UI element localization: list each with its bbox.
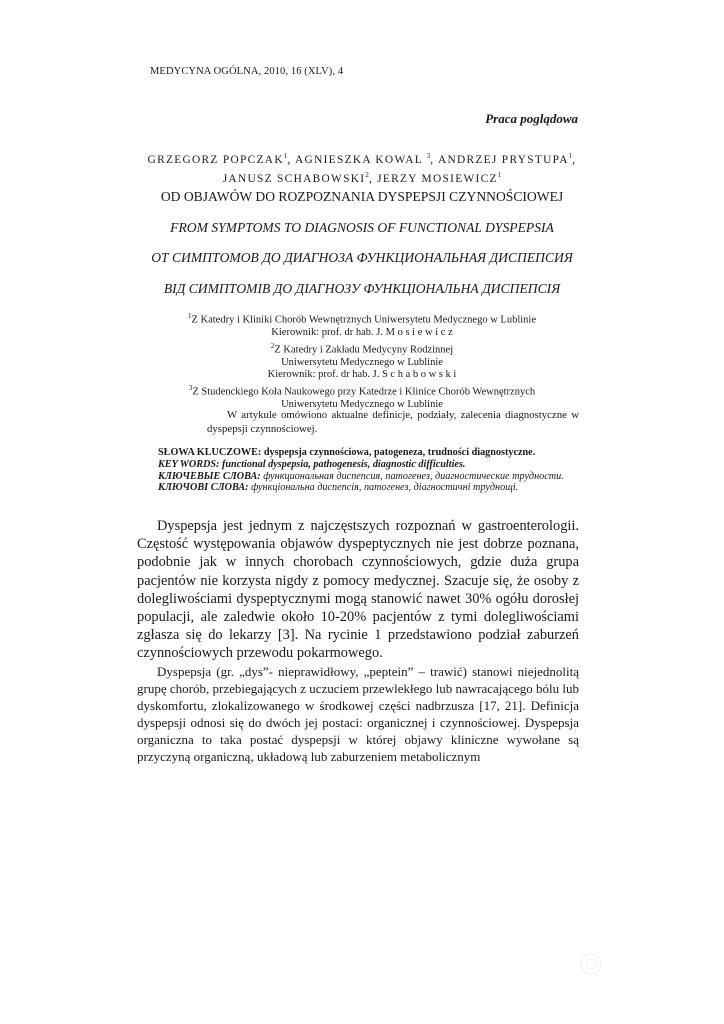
affiliation-line [130,310,594,327]
affiliation-mark: 3 [188,383,193,392]
article-type: Praca poglądowa [485,111,578,126]
keywords-ukrainian [158,482,579,494]
keywords-russian [158,471,579,483]
body-text [137,517,579,765]
author-name: GRZEGORZ POPCZAK [147,153,284,166]
title-polish: OD OBJAWÓW DO ROZPOZNANIA DYSPEPSJI CZYNNOŚCIOWEJ [160,189,564,204]
author-name: JERZY MOSIEWICZ [377,172,498,185]
keywords-text: functional dyspepsia, pathogenesis, diagnostic difficulties. [221,458,466,470]
keywords-text: функциональная диспепсия, патогенез, диагностические трудности. [263,470,564,482]
keywords-label: КЛЮЧОВІ СЛОВА: [158,482,249,494]
affiliation-line: Kierownik: prof. dr hab. J. S c h a b o w s k i [267,369,457,381]
affiliation-text: Z Studenckiego Koła Naukowego przy Katedrze i Klinice Chorób Wewnętrznych [192,386,536,398]
keywords-english [158,459,579,471]
keywords-label: SŁOWA KLUCZOWE: [158,447,262,458]
paragraph: Dyspepsja jest jednym z najczęstszych rozpoznań w gastroenterologii. Częstość występowania objawów dyspeptycznych nie jest dobrze poznana, podobnie jak w innych chorobach czynnościowych, gdzie duża grupa pacjentów nie korzysta nigdy z pomocy medycznej. Szacuje się, że osoby z dolegliwościami dyspeptycznymi mogą stanowić nawet 30% ogółu dorosłej populacji, ale zaledwie około 10-20% pacjentów z tymi dolegliwościami zgłasza się do lekarzy [3]. Na rycinie 1 przedstawiono podział zaburzeń czynnościowych przewodu pokarmowego. [137,518,579,662]
keywords-polish [158,447,579,459]
watermark-seal-icon [579,952,603,976]
abstract: W artykule omówiono aktualne definicje, podziały, zalecenia diagnostyczne w dyspepsji czynnościowej. [207,409,579,435]
journal-header: MEDYCYNA OGÓLNA, 2010, 16 (XLV), 4 [150,66,344,77]
author-list: GRZEGORZ POPCZAK$^1$, AGNIESZKA KOWAL $^3$, ANDRZEJ PRYSTUPA$^1$, JANUSZ SCHABOWSKI$^2$, JERZY MOSIEWICZ$^1$ [147,152,577,185]
title-russian: ОТ СИМПТОМОВ ДО ДИАГНОЗА ФУНКЦИОНАЛЬНАЯ ДИСПЕПСИЯ [151,250,573,265]
affiliation-line: Uniwersytetu Medycznego w Lublinie [281,356,443,368]
affiliation-text: Z Katedry i Kliniki Chorób Wewnętrznych Uniwersytetu Medycznego w Lublinie [191,314,536,326]
affiliation-mark: 1 [187,312,192,320]
paragraph: Dyspepsja (gr. „dys”- nieprawidłowy, „peptein” – trawić) stanowi niejednolitą grupę chorób, przebiegających z uczuciem przewlekłego lub nawracającego bólu lub dyskomfortu, zlokalizowanego w środkowej części nadbrzusza [17, 21]. Definicja dyspepsji odnosi się do dwóch jej postaci: organicznej i czynnościowej. Dyspepsja organiczna to taka postać dyspepsji w której objawy kliniczne wywołane są przyczyną organiczną, układową lub zaburzeniem metabolicznym [137,663,579,764]
title-ukrainian: ВІД СИМПТОМІВ ДО ДІАГНОЗУ ФУНКЦІОНАЛЬНА ДИСПЕПСІЯ [163,281,561,296]
affiliation-mark: 2 [270,341,275,350]
affiliation-line: Uniwersytetu Medycznego w Lublinie [281,399,443,411]
title-english: FROM SYMPTOMS TO DIAGNOSIS OF FUNCTIONAL DYSPEPSIA [170,220,554,235]
author-name: JANUSZ SCHABOWSKI [222,172,366,185]
author-affiliation-mark: 2 [365,170,369,179]
affiliations [130,310,594,412]
author-name: ANDRZEJ PRYSTUPA [437,153,569,166]
keywords-label: КЛЮЧЕВЫЕ СЛОВА: [158,470,261,482]
author-affiliation-mark: 1 [568,152,573,160]
author-affiliation-mark: 3 [426,152,431,160]
keywords-text: dyspepsja czynnościowa, patogeneza, trudności diagnostyczne. [263,447,536,458]
affiliation-line: Kierownik: prof. dr hab. J. M o s i e w i c z [271,327,453,339]
affiliation-line [130,340,594,357]
keywords-label: KEY WORDS: [158,458,220,470]
author-affiliation-mark: 1 [497,170,502,179]
keywords-block [158,447,579,494]
author-name: AGNIESZKA KOWAL [295,153,423,166]
affiliation-text: Z Katedry i Zakładu Medycyny Rodzinnej [274,344,454,356]
affiliation-line [130,382,594,399]
author-affiliation-mark: 1 [283,152,288,160]
keywords-text: функціональна диспепсія, патогенез, діагностичні труднощі. [251,482,519,494]
